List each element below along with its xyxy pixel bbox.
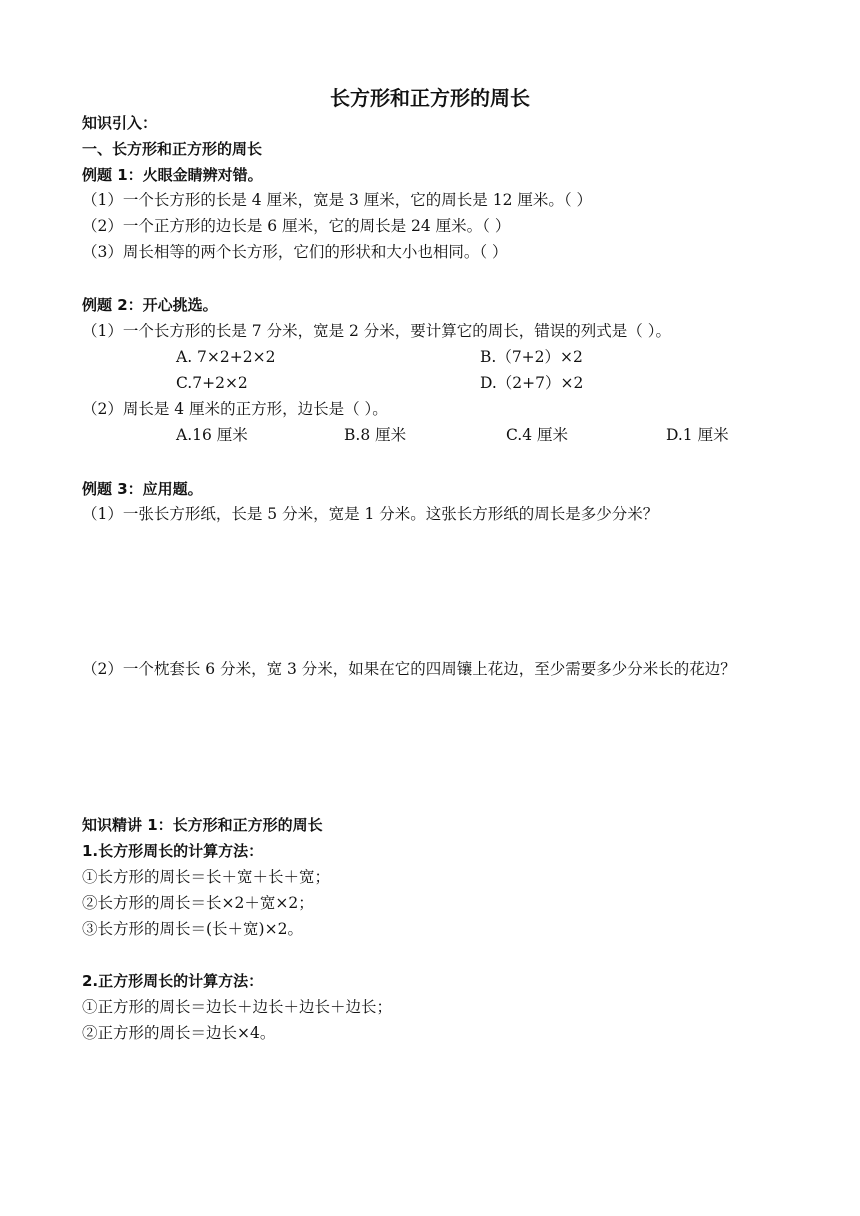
- example1-item: （1）一个长方形的长是 4 厘米，宽是 3 厘米，它的周长是 12 厘米。（ ）: [82, 191, 593, 209]
- option-b: B.8 厘米: [344, 426, 407, 444]
- rect-formula: ③长方形的周长＝(长＋宽)×2。: [82, 920, 303, 938]
- page-title: 长方形和正方形的周长: [330, 86, 530, 110]
- square-formula: ①正方形的周长＝边长＋边长＋边长＋边长；: [82, 998, 393, 1016]
- option-c: C.4 厘米: [506, 426, 569, 444]
- rect-method-heading: 1.长方形周长的计算方法：: [82, 842, 264, 860]
- option-d: D.1 厘米: [666, 426, 729, 444]
- square-formula: ②正方形的周长＝边长×4。: [82, 1024, 276, 1042]
- option-d: D.（2+7）×2: [480, 374, 584, 392]
- example3-question-1: （1）一张长方形纸，长是 5 分米，宽是 1 分米。这张长方形纸的周长是多少分米？: [82, 505, 659, 523]
- option-a: A.16 厘米: [176, 426, 248, 444]
- section-heading: 一、长方形和正方形的周长: [82, 140, 263, 158]
- example2-question-2: （2）周长是 4 厘米的正方形，边长是（ ）。: [82, 400, 388, 418]
- example1-item: （2）一个正方形的边长是 6 厘米，它的周长是 24 厘米。（ ）: [82, 217, 511, 235]
- knowledge-heading: [82, 814, 323, 836]
- option-c: C.7+2×2: [176, 374, 248, 392]
- example3-question-2: （2）一个枕套长 6 分米，宽 3 分米，如果在它的四周镶上花边，至少需要多少分米长的花边？: [82, 660, 736, 678]
- square-method-heading: 2.正方形周长的计算方法：: [82, 972, 264, 990]
- intro-heading: 知识引入：: [82, 114, 158, 132]
- example2-heading: 例题 2：开心挑选。: [82, 296, 218, 314]
- example3-heading: 例题 3：应用题。: [82, 480, 203, 498]
- example1-heading: 例题 1：火眼金睛辨对错。: [82, 166, 263, 184]
- option-b: B.（7+2）×2: [480, 348, 583, 366]
- rect-formula: ①长方形的周长＝长＋宽＋长＋宽；: [82, 868, 331, 886]
- example2-question-1: （1）一个长方形的长是 7 分米，宽是 2 分米，要计算它的周长，错误的列式是（ ）。: [82, 322, 671, 340]
- rect-formula: ②长方形的周长＝长×2＋宽×2；: [82, 894, 314, 912]
- example1-item: （3）周长相等的两个长方形，它们的形状和大小也相同。（ ）: [82, 243, 508, 261]
- option-a: A. 7×2+2×2: [176, 348, 276, 366]
- knowledge-heading-text: 知识精讲 1：长方形和正方形的周长: [82, 816, 323, 834]
